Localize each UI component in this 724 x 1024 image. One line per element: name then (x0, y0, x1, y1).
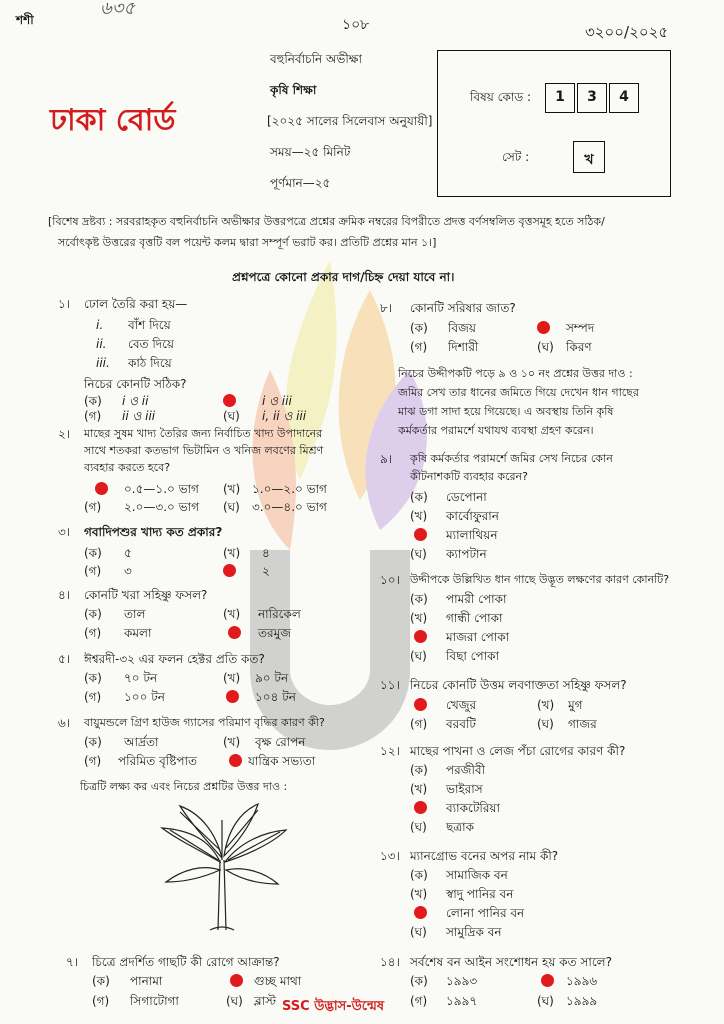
q7-option-d-text: ব্লাস্ট (254, 994, 277, 1008)
q1-ask: নিচের কোনটি সঠিক? (84, 377, 187, 391)
set-label: সেট : (502, 150, 530, 164)
q7-option-a-text: পানামা (130, 974, 163, 988)
q1-number: ১। (58, 297, 71, 311)
paper-code: ৩২০০/২০২৫ (585, 23, 669, 41)
corner-label: শশী (16, 13, 34, 27)
q7-option-a-label: (ক) (92, 974, 110, 988)
q2-number: ২। (58, 427, 71, 441)
publisher-footer: SSC উদ্ভাস-উন্মেষ (282, 999, 385, 1014)
time-limit: সময়—২৫ মিনিট (270, 145, 351, 159)
q2-option-c-label: (গ) (84, 500, 102, 514)
exam-type: বহুনির্বাচনি অভীক্ষা (270, 52, 362, 66)
q9-number: ৯। (380, 452, 393, 466)
q5-option-c-label: (গ) (84, 690, 102, 704)
q11-option-a-text: খেজুর (446, 698, 477, 712)
q1-statement-i: বাঁশ দিয়ে (128, 318, 171, 332)
q7-option-c-label: (গ) (92, 994, 110, 1008)
notice-line-1: [বিশেষ দ্রষ্টব্য : সরবরাহকৃত বহুনির্বাচনি অভীক্ষার উত্তরপত্রে প্রশ্নের ক্রমিক নম্বরের বিপরীতে প্রদত্ত বর্ণসম্বলিত বৃত্তসমূহ হতে সঠিক/ (48, 215, 605, 228)
stimulus-line-2: মাঝ ডগা সাদা হয়ে গিয়েছে। এ অবস্থায় তিনি কৃষি (398, 405, 614, 418)
diseased-banana-tree-figure (140, 800, 300, 935)
q2-stem-line-1: মাছের সুষম খাদ্য তৈরির জন্য নির্বাচিত খাদ্য উপাদানের (84, 427, 323, 440)
q1-statement-iii: কাঠ দিয়ে (128, 356, 172, 370)
q14-number: ১৪। (380, 955, 400, 969)
stimulus-line-3: কর্মকর্তার পরামর্শে যথাযথ ব্যবস্থা গ্রহণ করেন। (398, 424, 594, 437)
q4-option-a-label: (ক) (84, 607, 102, 621)
q11-stem: নিচের কোনটি উত্তম লবণাক্ততা সহিষ্ণু ফসল? (410, 678, 627, 692)
q4-option-b-text: নারিকেল (258, 607, 301, 621)
q3-option-d-text: ২ (262, 564, 270, 578)
full-marks: পূর্ণমান—২৫ (270, 176, 331, 190)
q10-option-a-label: (ক) (410, 592, 428, 606)
notice-line-2: সর্বোৎকৃষ্ট উত্তরের বৃত্তটি বল পয়েন্ট কলম দ্বারা সম্পূর্ণ ভরাট কর। প্রতিটি প্রশ্নের মান ১।] (58, 236, 437, 249)
q14-option-a-text: ১৯৯৩ (446, 974, 478, 988)
stimulus-intro: নিচের উদ্দীপকটি পড়ে ৯ ও ১০ নং প্রশ্নের উত্তর দাও : (398, 367, 633, 380)
q1-option-a-text: i ও ii (122, 394, 149, 408)
no-marks-warning: প্রশ্নপত্রে কোনো প্রকার দাগ/চিহ্ন দেয়া যাবে না। (232, 270, 455, 284)
q8-option-a-label: (ক) (410, 321, 428, 335)
page-number: ১০৮ (342, 17, 370, 33)
q7-number: ৭। (66, 955, 79, 969)
q12-option-a-text: পরজীবী (446, 763, 486, 777)
q11-option-c-label: (গ) (410, 717, 428, 731)
q2-answer-mark (95, 482, 108, 495)
q10-option-a-text: পামরী পোকা (446, 592, 507, 606)
stimulus-line-1: জমির সেখ তার ধানের জমিতে গিয়ে দেখেন ধান গাছের (398, 386, 639, 399)
q5-answer-mark (226, 690, 239, 703)
q12-option-b-label: (খ) (410, 782, 428, 796)
q4-answer-mark (228, 626, 241, 639)
q14-option-c-label: (গ) (410, 994, 428, 1008)
q1-option-c-text: ii ও iii (122, 409, 156, 423)
q8-stem: কোনটি সরিষার জাত? (410, 301, 516, 315)
q6-stem: বায়ুমন্ডলে গ্রিণ হাউজ গ্যাসের পরিমাণ বৃদ্ধির কারণ কী? (84, 716, 325, 729)
q1-roman-i: i. (96, 318, 104, 332)
q8-option-d-text: কিরণ (566, 340, 592, 354)
q6-answer-mark (229, 754, 242, 767)
q8-option-a-text: বিজয় (448, 321, 476, 335)
q14-option-c-text: ১৯৯৭ (446, 994, 478, 1008)
q1-statement-ii: বেত দিয়ে (128, 337, 174, 351)
q5-option-d-text: ১০৪ টন (255, 690, 296, 704)
q12-number: ১২। (380, 744, 400, 758)
q3-answer-mark (223, 564, 236, 577)
q11-option-b-label: (খ) (537, 698, 555, 712)
q4-option-d-text: তরমুজ (258, 626, 292, 640)
q6-option-c-label: (গ) (84, 754, 102, 768)
q2-stem-line-2: সাথে শতকরা কতভাগ ভিটামিন ও খনিজ লবণের মিশ্রণ (84, 444, 324, 457)
q3-option-a-text: ৫ (124, 546, 132, 560)
q8-answer-mark (537, 321, 550, 334)
q13-option-b-text: স্বাদু পানির বন (446, 887, 514, 901)
subject-code-label: বিষয় কোড : (470, 90, 532, 104)
q9-option-b-text: কার্বোফুরান (446, 509, 499, 523)
q5-number: ৫। (58, 652, 71, 666)
q3-stem: গবাদিপশুর খাদ্য কত প্রকার? (84, 525, 223, 539)
q14-option-d-label: (ঘ) (537, 994, 554, 1008)
q13-number: ১৩। (380, 849, 400, 863)
q1-stem: ঢোল তৈরি করা হয়— (84, 297, 188, 311)
q5-option-a-label: (ক) (84, 671, 102, 685)
q9-option-a-label: (ক) (410, 490, 428, 504)
q4-stem: কোনটি খরা সহিষ্ণু ফসল? (84, 588, 208, 602)
q9-option-b-label: (খ) (410, 509, 428, 523)
q11-option-c-text: বরবটি (446, 717, 476, 731)
q10-option-b-label: (খ) (410, 611, 428, 625)
q2-option-b-label: (খ) (223, 482, 241, 496)
q5-option-c-text: ১০০ টন (124, 690, 165, 704)
q6-option-a-text: আর্দ্রতা (124, 735, 159, 749)
q14-option-a-label: (ক) (410, 974, 428, 988)
q2-option-b-text: ১.০—২.০ ভাগ (252, 482, 327, 496)
q12-option-b-text: ভাইরাস (446, 782, 483, 796)
q1-option-d-text: i, ii ও iii (262, 409, 307, 423)
q13-option-a-text: সামাজিক বন (446, 868, 508, 882)
q4-option-b-label: (খ) (223, 607, 241, 621)
q10-option-d-label: (ঘ) (410, 649, 427, 663)
q2-option-d-text: ৩.০—৪.০ ভাগ (252, 500, 327, 514)
q2-option-a-text: ০.৫—১.০ ভাগ (124, 482, 199, 496)
q5-option-b-text: ৯০ টন (255, 671, 289, 685)
q10-stem: উদ্দীপকে উল্লিখিত ধান গাছে উদ্ভূত লক্ষণের কারণ কোনটি? (410, 573, 670, 586)
q8-number: ৮। (380, 301, 393, 315)
figure-instruction: চিত্রটি লক্ষ্য কর এবং নিচের প্রশ্নটির উত্তর দাও : (80, 780, 288, 793)
q1-option-a-label: (ক) (84, 394, 102, 408)
q11-answer-mark (414, 698, 427, 711)
q9-option-c-text: ম্যালাথিয়ন (446, 528, 498, 542)
q4-number: ৪। (58, 588, 71, 602)
q12-option-c-text: ব্যাকটেরিয়া (446, 801, 500, 815)
q13-option-a-label: (ক) (410, 868, 428, 882)
q3-option-c-label: (গ) (84, 564, 102, 578)
q7-option-d-label: (ঘ) (226, 994, 243, 1008)
q12-stem: মাছের পাখনা ও লেজ পঁচা রোগের কারণ কী? (410, 744, 626, 758)
q5-option-a-text: ৭০ টন (124, 671, 158, 685)
q10-option-c-text: মাজরা পোকা (446, 630, 510, 644)
q9-stem-line-1: কৃষি কর্মকর্তার পরামর্শে জমির সেখ নিচের কোন (410, 452, 613, 465)
q13-option-c-text: লোনা পানির বন (446, 906, 525, 920)
q6-option-b-text: বৃক্ষ রোপন (255, 735, 306, 749)
q9-stem-line-2: কীটনাশকটি ব্যবহার করেন? (410, 470, 528, 483)
q10-option-d-text: বিছা পোকা (446, 649, 500, 663)
q8-option-d-label: (ঘ) (537, 340, 554, 354)
q2-option-c-text: ২.০—৩.০ ভাগ (124, 500, 199, 514)
q6-option-b-label: (খ) (223, 735, 241, 749)
q8-option-c-text: দিশারী (448, 340, 479, 354)
q7-option-b-text: গুচ্ছ মাথা (254, 974, 302, 988)
q11-option-d-text: গাজর (568, 717, 597, 731)
q8-option-b-text: সম্পদ (566, 321, 595, 335)
corner-scribble: ৬৩৫ (100, 0, 136, 19)
q14-answer-mark (541, 974, 554, 987)
q13-option-b-label: (খ) (410, 887, 428, 901)
q3-option-a-label: (ক) (84, 546, 102, 560)
q1-option-c-label: (গ) (84, 409, 102, 423)
q2-stem-line-3: ব্যবহার করতে হবে? (84, 461, 171, 474)
q1-roman-iii: iii. (96, 356, 110, 370)
q14-option-d-text: ১৯৯৯ (566, 994, 598, 1008)
q12-option-d-label: (ঘ) (410, 820, 427, 834)
q7-option-c-text: সিগাটোগা (130, 994, 179, 1008)
q1-roman-ii: ii. (96, 337, 107, 351)
q11-option-b-text: মুগ (568, 698, 583, 712)
board-name: ঢাকা বোর্ড (50, 103, 176, 138)
q6-option-a-label: (ক) (84, 735, 102, 749)
q14-option-b-text: ১৯৯৬ (566, 974, 598, 988)
q12-answer-mark (414, 801, 427, 814)
q4-option-c-label: (গ) (84, 626, 102, 640)
q9-option-d-text: ক্যাপটান (446, 547, 487, 561)
q10-answer-mark (414, 630, 427, 643)
q11-option-d-label: (ঘ) (537, 717, 554, 731)
q9-answer-mark (414, 528, 427, 541)
q4-option-c-text: কমলা (124, 626, 152, 640)
q3-number: ৩। (58, 525, 71, 539)
q6-number: ৬। (58, 716, 71, 730)
q12-option-a-label: (ক) (410, 763, 428, 777)
q7-answer-mark (230, 974, 243, 987)
q14-stem: সর্বশেষ বন আইন সংশোধন হয় কত সালে? (410, 955, 612, 969)
q4-option-a-text: তাল (124, 607, 146, 621)
q5-stem: ঈশ্বরদী-৩২ এর ফলন হেক্টর প্রতি কত? (84, 652, 265, 666)
q8-option-c-label: (গ) (410, 340, 428, 354)
subject-code-digit-1: 1 (555, 89, 565, 105)
q11-number: ১১। (380, 678, 400, 692)
q13-option-d-text: সামুদ্রিক বন (446, 925, 502, 939)
syllabus-note: [২০২৫ সালের সিলেবাস অনুযায়ী] (267, 114, 433, 128)
q1-option-b-text: i ও iii (262, 394, 292, 408)
set-value: খ (584, 152, 594, 168)
q12-option-d-text: ছত্রাক (446, 820, 474, 834)
q13-option-d-label: (ঘ) (410, 925, 427, 939)
subject-code-digit-3: 4 (619, 89, 629, 105)
q3-option-b-label: (খ) (223, 546, 241, 560)
q3-option-c-text: ৩ (124, 564, 132, 578)
q6-option-d-text: যান্ত্রিক সভ্যতা (248, 754, 316, 768)
q3-option-b-text: ৪ (262, 546, 270, 560)
q9-option-d-label: (ঘ) (410, 547, 427, 561)
q7-stem: চিত্রে প্রদর্শিত গাছটি কী রোগে আক্রান্ত? (92, 955, 280, 969)
q10-option-b-text: গান্ধী পোকা (446, 611, 503, 625)
subject-code-digit-2: 3 (587, 89, 597, 105)
q2-option-d-label: (ঘ) (223, 500, 240, 514)
q9-option-a-text: ডেপোনা (446, 490, 487, 504)
q6-option-c-text: পরিমিত বৃষ্টিপাত (118, 754, 198, 768)
q13-answer-mark (414, 906, 427, 919)
q10-number: ১০। (380, 573, 400, 587)
q5-option-b-label: (খ) (223, 671, 241, 685)
subject-name: কৃষি শিক্ষা (270, 83, 317, 97)
q13-stem: ম্যানগ্রোভ বনের অপর নাম কী? (410, 849, 559, 863)
q1-option-d-label: (ঘ) (223, 409, 240, 423)
q1-answer-mark (223, 394, 236, 407)
code-box (437, 50, 671, 197)
